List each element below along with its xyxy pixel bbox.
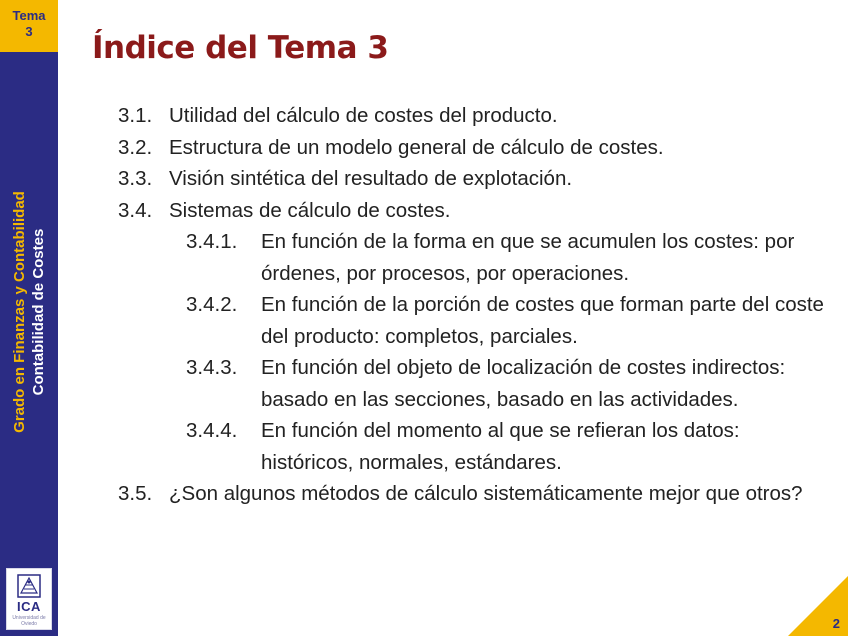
topic-tab bbox=[0, 0, 58, 52]
index-item bbox=[0, 163, 848, 195]
page-number: 2 bbox=[832, 616, 840, 631]
index-item bbox=[0, 352, 848, 415]
index-item-number: 3.5. bbox=[118, 482, 153, 505]
index-item-text: Sistemas de cálculo de costes. bbox=[169, 198, 451, 222]
index-item-text: Estructura de un modelo general de cálculo de costes. bbox=[169, 135, 664, 159]
index-item-number: 3.4.4. bbox=[186, 419, 238, 442]
university-logo bbox=[6, 568, 52, 630]
index-item-text: En función de la porción de costes que forman parte del coste del producto: completos, parciales. bbox=[261, 293, 824, 348]
topic-tab-number: 3 bbox=[25, 24, 33, 39]
page-title: Índice del Tema 3 bbox=[92, 30, 389, 66]
index-item bbox=[0, 226, 848, 289]
course-name: Contabilidad de Costes bbox=[30, 228, 47, 396]
index-item-number: 3.3. bbox=[118, 167, 153, 190]
index-item-number: 3.4.3. bbox=[186, 356, 238, 379]
logo-caption: Universidad de Oviedo bbox=[12, 615, 46, 627]
university-crest-icon bbox=[16, 573, 42, 599]
degree-name: Grado en Finanzas y Contabilidad bbox=[11, 191, 28, 433]
index-item-text: En función del momento al que se refieran los datos: históricos, normales, estándares. bbox=[261, 419, 740, 474]
topic-tab-label: Tema bbox=[12, 8, 46, 23]
topic-index-list bbox=[0, 100, 848, 510]
index-item-number: 3.2. bbox=[118, 135, 153, 159]
index-item-number: 3.1. bbox=[118, 104, 153, 127]
index-item-text: Visión sintética del resultado de explotación. bbox=[169, 167, 573, 190]
index-item bbox=[0, 100, 848, 132]
index-item bbox=[0, 478, 848, 510]
index-item-text: En función del objeto de localización de costes indirectos: basado en las secciones, basado en las actividades. bbox=[261, 356, 786, 411]
index-item-text: ¿Son algunos métodos de cálculo sistemáticamente mejor que otros? bbox=[169, 482, 803, 505]
logo-text: ICA bbox=[17, 599, 41, 614]
index-item-text: En función de la forma en que se acumulen los costes: por órdenes, por procesos, por operaciones. bbox=[261, 230, 795, 285]
index-item bbox=[0, 415, 848, 478]
index-item-number: 3.4.1. bbox=[186, 230, 238, 253]
index-item-number: 3.4.2. bbox=[186, 293, 238, 316]
index-item bbox=[0, 289, 848, 352]
index-item-number: 3.4. bbox=[118, 198, 153, 222]
index-item-text: Utilidad del cálculo de costes del producto. bbox=[169, 104, 558, 127]
index-item bbox=[0, 132, 848, 164]
index-item bbox=[0, 195, 848, 227]
